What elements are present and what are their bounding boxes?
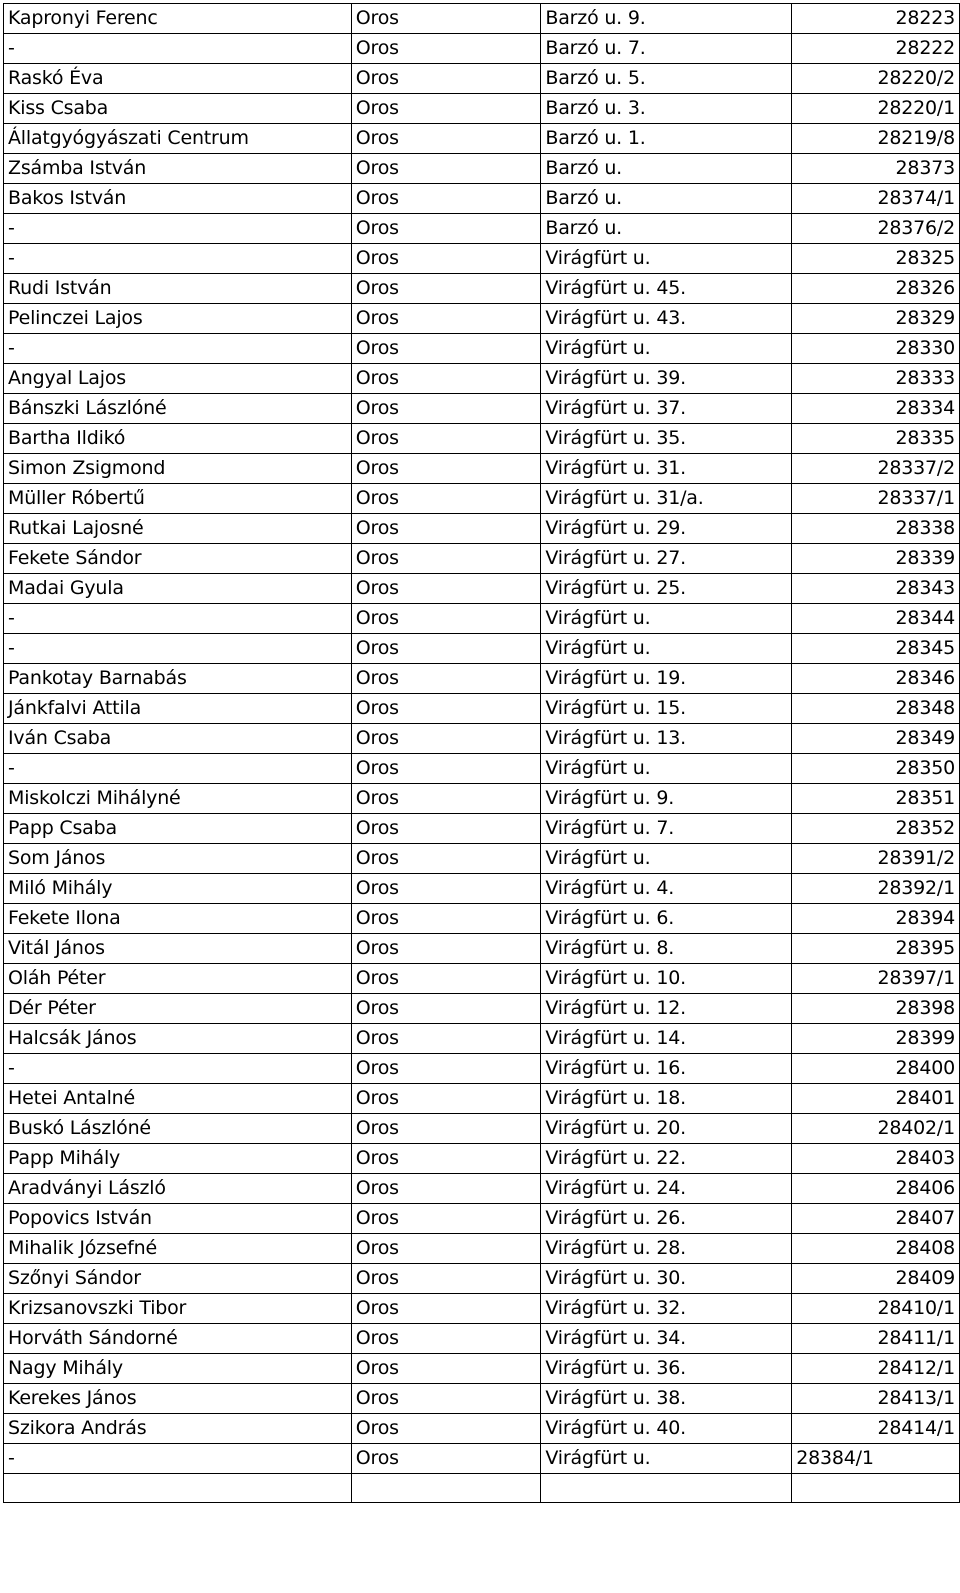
city-cell: Oros	[351, 814, 541, 844]
address-cell: Barzó u. 3.	[541, 94, 792, 124]
lot-number-cell: 28414/1	[792, 1414, 960, 1444]
lot-number-cell: 28352	[792, 814, 960, 844]
lot-number-cell: 28349	[792, 724, 960, 754]
city-cell: Oros	[351, 1264, 541, 1294]
owner-name-cell: Popovics István	[4, 1204, 352, 1234]
owner-name-cell: Miskolczi Mihályné	[4, 784, 352, 814]
table-row	[4, 1024, 960, 1054]
table-row	[4, 1264, 960, 1294]
lot-number-cell: 28412/1	[792, 1354, 960, 1384]
owner-name-cell: Vitál János	[4, 934, 352, 964]
lot-number-cell: 28384/1	[792, 1444, 960, 1474]
address-cell: Virágfürt u.	[541, 844, 792, 874]
table-row	[4, 574, 960, 604]
city-cell: Oros	[351, 394, 541, 424]
owner-name-cell: Madai Gyula	[4, 574, 352, 604]
address-cell: Virágfürt u. 14.	[541, 1024, 792, 1054]
table-row	[4, 1444, 960, 1474]
address-cell: Virágfürt u. 18.	[541, 1084, 792, 1114]
address-cell: Virágfürt u. 31.	[541, 454, 792, 484]
city-cell: Oros	[351, 604, 541, 634]
table-row	[4, 994, 960, 1024]
owner-name-cell: Bánszki Lászlóné	[4, 394, 352, 424]
table-row	[4, 844, 960, 874]
owner-name-cell: Hetei Antalné	[4, 1084, 352, 1114]
city-cell: Oros	[351, 1414, 541, 1444]
address-cell: Virágfürt u. 29.	[541, 514, 792, 544]
address-cell: Virágfürt u. 35.	[541, 424, 792, 454]
table-row	[4, 484, 960, 514]
address-cell: Barzó u.	[541, 154, 792, 184]
owner-name-cell: Dér Péter	[4, 994, 352, 1024]
owner-name-cell: Bakos István	[4, 184, 352, 214]
table-row	[4, 364, 960, 394]
city-cell: Oros	[351, 1234, 541, 1264]
table-row	[4, 1474, 960, 1503]
owner-name-cell: -	[4, 1054, 352, 1084]
lot-number-cell: 28406	[792, 1174, 960, 1204]
owner-name-cell: Papp Csaba	[4, 814, 352, 844]
city-cell	[351, 1474, 541, 1503]
table-row	[4, 1054, 960, 1084]
lot-number-cell: 28222	[792, 34, 960, 64]
owner-name-cell: Kiss Csaba	[4, 94, 352, 124]
table-row	[4, 604, 960, 634]
address-cell: Virágfürt u. 38.	[541, 1384, 792, 1414]
lot-number-cell: 28351	[792, 784, 960, 814]
table-row	[4, 904, 960, 934]
address-cell: Barzó u.	[541, 184, 792, 214]
address-cell: Barzó u. 5.	[541, 64, 792, 94]
city-cell: Oros	[351, 634, 541, 664]
table-row	[4, 1324, 960, 1354]
city-cell: Oros	[351, 274, 541, 304]
address-cell: Virágfürt u. 43.	[541, 304, 792, 334]
city-cell: Oros	[351, 184, 541, 214]
table-row	[4, 4, 960, 34]
table-row	[4, 334, 960, 364]
address-cell: Virágfürt u. 34.	[541, 1324, 792, 1354]
lot-number-cell: 28339	[792, 544, 960, 574]
owner-name-cell: Pelinczei Lajos	[4, 304, 352, 334]
lot-number-cell: 28391/2	[792, 844, 960, 874]
owner-name-cell: Szőnyi Sándor	[4, 1264, 352, 1294]
table-row	[4, 1414, 960, 1444]
table-row	[4, 964, 960, 994]
address-cell: Virágfürt u.	[541, 604, 792, 634]
table-row	[4, 34, 960, 64]
address-cell: Virágfürt u. 13.	[541, 724, 792, 754]
table-row	[4, 1234, 960, 1264]
city-cell: Oros	[351, 34, 541, 64]
owner-name-cell: -	[4, 634, 352, 664]
owner-name-cell: Pankotay Barnabás	[4, 664, 352, 694]
address-cell: Virágfürt u.	[541, 1444, 792, 1474]
lot-number-cell: 28408	[792, 1234, 960, 1264]
address-cell: Virágfürt u. 32.	[541, 1294, 792, 1324]
city-cell: Oros	[351, 244, 541, 274]
owner-name-cell: Halcsák János	[4, 1024, 352, 1054]
city-cell: Oros	[351, 304, 541, 334]
owner-name-cell: -	[4, 244, 352, 274]
owner-name-cell: Szikora András	[4, 1414, 352, 1444]
owner-name-cell: Kapronyi Ferenc	[4, 4, 352, 34]
address-cell: Virágfürt u.	[541, 754, 792, 784]
city-cell: Oros	[351, 124, 541, 154]
table-row	[4, 244, 960, 274]
address-cell: Virágfürt u. 7.	[541, 814, 792, 844]
address-cell: Virágfürt u. 25.	[541, 574, 792, 604]
lot-number-cell: 28220/2	[792, 64, 960, 94]
city-cell: Oros	[351, 1384, 541, 1414]
owner-name-cell	[4, 1474, 352, 1503]
table-row	[4, 1084, 960, 1114]
lot-number-cell: 28401	[792, 1084, 960, 1114]
city-cell: Oros	[351, 964, 541, 994]
address-cell: Virágfürt u. 39.	[541, 364, 792, 394]
city-cell: Oros	[351, 844, 541, 874]
owner-name-cell: Aradványi László	[4, 1174, 352, 1204]
owner-name-cell: -	[4, 1444, 352, 1474]
owner-name-cell: Jánkfalvi Attila	[4, 694, 352, 724]
table-row	[4, 394, 960, 424]
table-row	[4, 154, 960, 184]
owner-name-cell: Buskó Lászlóné	[4, 1114, 352, 1144]
table-row	[4, 64, 960, 94]
table-row	[4, 814, 960, 844]
lot-number-cell: 28325	[792, 244, 960, 274]
address-cell	[541, 1474, 792, 1503]
lot-number-cell: 28223	[792, 4, 960, 34]
lot-number-cell: 28333	[792, 364, 960, 394]
lot-number-cell: 28346	[792, 664, 960, 694]
table-row	[4, 514, 960, 544]
table-row	[4, 1114, 960, 1144]
lot-number-cell: 28402/1	[792, 1114, 960, 1144]
table-row	[4, 304, 960, 334]
address-cell: Virágfürt u.	[541, 334, 792, 364]
lot-number-cell: 28409	[792, 1264, 960, 1294]
address-cell: Virágfürt u. 27.	[541, 544, 792, 574]
owner-name-cell: -	[4, 334, 352, 364]
lot-number-cell: 28337/1	[792, 484, 960, 514]
owner-name-cell: -	[4, 34, 352, 64]
table-row	[4, 664, 960, 694]
owner-name-cell: Raskó Éva	[4, 64, 352, 94]
owner-name-cell: Fekete Sándor	[4, 544, 352, 574]
city-cell: Oros	[351, 334, 541, 364]
city-cell: Oros	[351, 784, 541, 814]
owner-name-cell: Iván Csaba	[4, 724, 352, 754]
table-row	[4, 1144, 960, 1174]
table-row	[4, 1354, 960, 1384]
lot-number-cell: 28411/1	[792, 1324, 960, 1354]
owner-name-cell: Miló Mihály	[4, 874, 352, 904]
lot-number-cell: 28373	[792, 154, 960, 184]
table-row	[4, 424, 960, 454]
lot-number-cell: 28410/1	[792, 1294, 960, 1324]
lot-number-cell: 28398	[792, 994, 960, 1024]
table-row	[4, 124, 960, 154]
table-row	[4, 784, 960, 814]
table-row	[4, 1294, 960, 1324]
owner-name-cell: Papp Mihály	[4, 1144, 352, 1174]
address-cell: Barzó u.	[541, 214, 792, 244]
address-cell: Virágfürt u.	[541, 634, 792, 664]
city-cell: Oros	[351, 874, 541, 904]
city-cell: Oros	[351, 1174, 541, 1204]
owner-name-cell: -	[4, 604, 352, 634]
table-row	[4, 754, 960, 784]
address-cell: Virágfürt u. 31/a.	[541, 484, 792, 514]
owner-name-cell: Fekete Ilona	[4, 904, 352, 934]
city-cell: Oros	[351, 724, 541, 754]
table-row	[4, 874, 960, 904]
city-cell: Oros	[351, 154, 541, 184]
table-row	[4, 1174, 960, 1204]
city-cell: Oros	[351, 1324, 541, 1354]
city-cell: Oros	[351, 64, 541, 94]
city-cell: Oros	[351, 424, 541, 454]
lot-number-cell: 28392/1	[792, 874, 960, 904]
owner-name-cell: Horváth Sándorné	[4, 1324, 352, 1354]
lot-number-cell: 28376/2	[792, 214, 960, 244]
city-cell: Oros	[351, 1294, 541, 1324]
city-cell: Oros	[351, 484, 541, 514]
city-cell: Oros	[351, 664, 541, 694]
city-cell: Oros	[351, 454, 541, 484]
lot-number-cell	[792, 1474, 960, 1503]
address-cell: Barzó u. 7.	[541, 34, 792, 64]
lot-number-cell: 28413/1	[792, 1384, 960, 1414]
lot-number-cell: 28326	[792, 274, 960, 304]
address-cell: Virágfürt u.	[541, 244, 792, 274]
table-row	[4, 634, 960, 664]
table-row	[4, 1384, 960, 1414]
address-cell: Virágfürt u. 9.	[541, 784, 792, 814]
city-cell: Oros	[351, 1084, 541, 1114]
lot-number-cell: 28394	[792, 904, 960, 934]
city-cell: Oros	[351, 514, 541, 544]
table-row	[4, 94, 960, 124]
lot-number-cell: 28395	[792, 934, 960, 964]
owner-name-cell: Simon Zsigmond	[4, 454, 352, 484]
owner-name-cell: Krizsanovszki Tibor	[4, 1294, 352, 1324]
lot-number-cell: 28403	[792, 1144, 960, 1174]
lot-number-cell: 28343	[792, 574, 960, 604]
lot-number-cell: 28374/1	[792, 184, 960, 214]
lot-number-cell: 28335	[792, 424, 960, 454]
lot-number-cell: 28345	[792, 634, 960, 664]
address-cell: Virágfürt u. 10.	[541, 964, 792, 994]
table-row	[4, 454, 960, 484]
lot-number-cell: 28329	[792, 304, 960, 334]
table-row	[4, 724, 960, 754]
table-row	[4, 544, 960, 574]
city-cell: Oros	[351, 934, 541, 964]
lot-number-cell: 28334	[792, 394, 960, 424]
city-cell: Oros	[351, 1114, 541, 1144]
owner-name-cell: Angyal Lajos	[4, 364, 352, 394]
address-cell: Virágfürt u. 8.	[541, 934, 792, 964]
city-cell: Oros	[351, 904, 541, 934]
lot-number-cell: 28348	[792, 694, 960, 724]
address-cell: Barzó u. 9.	[541, 4, 792, 34]
owner-name-cell: Rutkai Lajosné	[4, 514, 352, 544]
city-cell: Oros	[351, 694, 541, 724]
table-row	[4, 184, 960, 214]
address-cell: Virágfürt u. 6.	[541, 904, 792, 934]
table-body	[4, 4, 960, 1503]
address-cell: Virágfürt u. 28.	[541, 1234, 792, 1264]
owner-name-cell: Bartha Ildikó	[4, 424, 352, 454]
owner-name-cell: -	[4, 214, 352, 244]
city-cell: Oros	[351, 4, 541, 34]
table-row	[4, 694, 960, 724]
address-cell: Virágfürt u. 45.	[541, 274, 792, 304]
address-cell: Virágfürt u. 12.	[541, 994, 792, 1024]
lot-number-cell: 28400	[792, 1054, 960, 1084]
city-cell: Oros	[351, 1204, 541, 1234]
table-row	[4, 1204, 960, 1234]
city-cell: Oros	[351, 544, 541, 574]
address-cell: Virágfürt u. 4.	[541, 874, 792, 904]
owner-name-cell: Állatgyógyászati Centrum	[4, 124, 352, 154]
owner-name-cell: Som János	[4, 844, 352, 874]
lot-number-cell: 28330	[792, 334, 960, 364]
lot-number-cell: 28407	[792, 1204, 960, 1234]
lot-number-cell: 28399	[792, 1024, 960, 1054]
city-cell: Oros	[351, 94, 541, 124]
address-cell: Virágfürt u. 15.	[541, 694, 792, 724]
owner-name-cell: Rudi István	[4, 274, 352, 304]
lot-number-cell: 28344	[792, 604, 960, 634]
owner-name-cell: -	[4, 754, 352, 784]
city-cell: Oros	[351, 1144, 541, 1174]
address-cell: Virágfürt u. 30.	[541, 1264, 792, 1294]
address-cell: Virágfürt u. 37.	[541, 394, 792, 424]
city-cell: Oros	[351, 1354, 541, 1384]
city-cell: Oros	[351, 994, 541, 1024]
city-cell: Oros	[351, 1444, 541, 1474]
owner-name-cell: Müller Róbertű	[4, 484, 352, 514]
address-cell: Virágfürt u. 16.	[541, 1054, 792, 1084]
address-cell: Virágfürt u. 22.	[541, 1144, 792, 1174]
property-table	[3, 3, 960, 1503]
city-cell: Oros	[351, 364, 541, 394]
lot-number-cell: 28220/1	[792, 94, 960, 124]
address-cell: Virágfürt u. 26.	[541, 1204, 792, 1234]
city-cell: Oros	[351, 1054, 541, 1084]
city-cell: Oros	[351, 1024, 541, 1054]
owner-name-cell: Nagy Mihály	[4, 1354, 352, 1384]
lot-number-cell: 28397/1	[792, 964, 960, 994]
owner-name-cell: Oláh Péter	[4, 964, 352, 994]
address-cell: Virágfürt u. 36.	[541, 1354, 792, 1384]
lot-number-cell: 28337/2	[792, 454, 960, 484]
owner-name-cell: Kerekes János	[4, 1384, 352, 1414]
address-cell: Virágfürt u. 24.	[541, 1174, 792, 1204]
table-row	[4, 934, 960, 964]
address-cell: Virágfürt u. 40.	[541, 1414, 792, 1444]
owner-name-cell: Zsámba István	[4, 154, 352, 184]
city-cell: Oros	[351, 754, 541, 784]
address-cell: Barzó u. 1.	[541, 124, 792, 154]
address-cell: Virágfürt u. 20.	[541, 1114, 792, 1144]
lot-number-cell: 28350	[792, 754, 960, 784]
city-cell: Oros	[351, 214, 541, 244]
lot-number-cell: 28338	[792, 514, 960, 544]
lot-number-cell: 28219/8	[792, 124, 960, 154]
address-cell: Virágfürt u. 19.	[541, 664, 792, 694]
table-row	[4, 274, 960, 304]
city-cell: Oros	[351, 574, 541, 604]
table-row	[4, 214, 960, 244]
owner-name-cell: Mihalik Józsefné	[4, 1234, 352, 1264]
